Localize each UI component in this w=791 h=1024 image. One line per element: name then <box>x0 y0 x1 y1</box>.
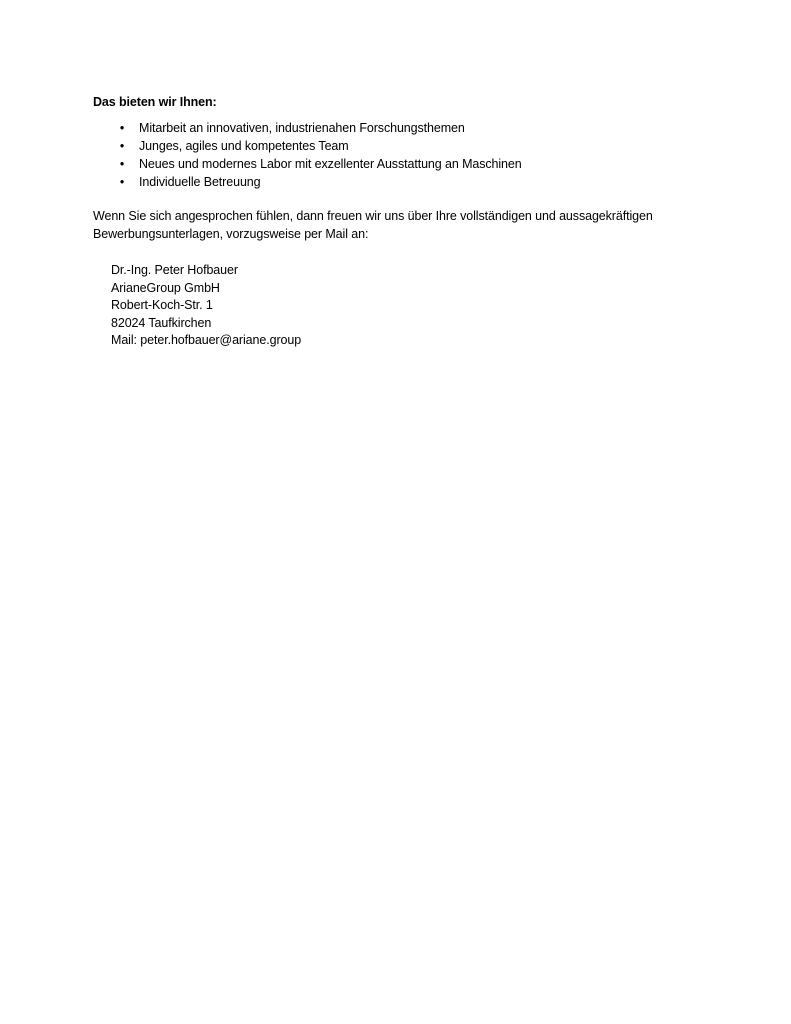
contact-mail: Mail: peter.hofbauer@ariane.group <box>111 333 302 347</box>
bullet-icon: • <box>119 121 125 135</box>
benefit-text: Junges, agiles und kompetentes Team <box>139 139 349 153</box>
list-item <box>93 137 733 155</box>
contact-company: ArianeGroup GmbH <box>111 280 220 295</box>
contact-city: 82024 Taufkirchen <box>111 315 212 330</box>
intro-paragraph <box>93 207 733 243</box>
intro-line: Wenn Sie sich angesprochen fühlen, dann freuen wir uns über Ihre vollständigen und aussagekräftigen <box>93 209 653 223</box>
list-item <box>93 155 733 173</box>
benefits-list <box>93 119 733 191</box>
list-item <box>93 173 733 191</box>
bullet-icon: • <box>119 157 125 171</box>
bullet-icon: • <box>119 139 125 153</box>
benefit-text: Neues und modernes Labor mit exzellenter Ausstattung an Maschinen <box>139 157 522 171</box>
contact-block <box>93 261 733 349</box>
list-item <box>93 119 733 137</box>
contact-name: Dr.-Ing. Peter Hofbauer <box>111 263 238 277</box>
benefit-text: Mitarbeit an innovativen, industrienahen Forschungsthemen <box>139 121 465 135</box>
bullet-icon: • <box>119 175 125 189</box>
section-heading: Das bieten wir Ihnen: <box>93 95 217 109</box>
intro-line: Bewerbungsunterlagen, vorzugsweise per Mail an: <box>93 227 369 241</box>
document-content <box>93 93 733 349</box>
benefit-text: Individuelle Betreuung <box>139 175 261 189</box>
contact-street: Robert-Koch-Str. 1 <box>111 298 213 312</box>
